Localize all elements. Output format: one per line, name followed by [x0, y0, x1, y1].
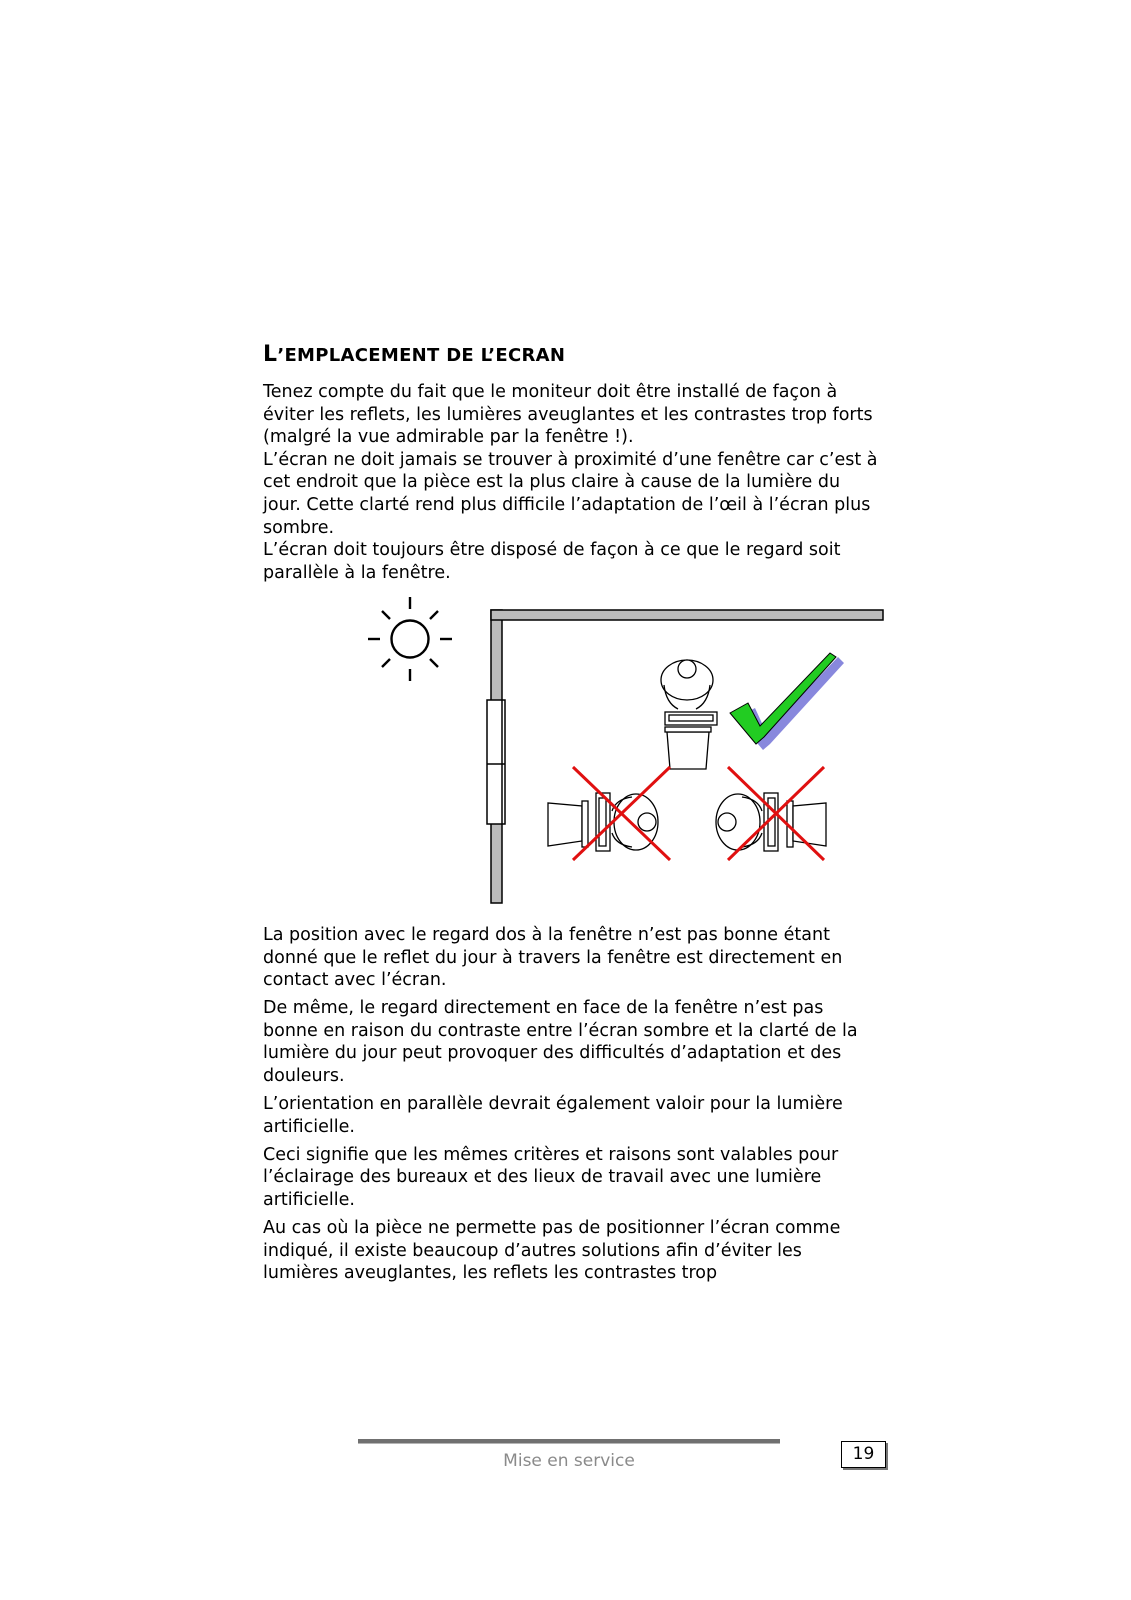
screen-placement-diagram	[360, 585, 900, 915]
sun-icon	[368, 597, 452, 681]
footer-section-title: Mise en service	[503, 1451, 635, 1471]
footer-rule	[358, 1439, 780, 1444]
person-at-desk-back-to-window	[548, 793, 658, 851]
paragraph: L’orientation en parallèle devrait également valoir pour la lumière artificielle.	[263, 1094, 843, 1137]
intro-text	[263, 381, 878, 584]
person-at-desk-correct	[661, 660, 717, 769]
paragraph: De même, le regard directement en face de la fenêtre n’est pas bonne en raison du contraste entre l’écran sombre et la clarté de la lumière du jour peut provoquer des difficultés d’adaptation et des douleurs.	[263, 998, 858, 1087]
paragraph: L’écran ne doit jamais se trouver à proximité d’une fenêtre car c’est à cet endroit que la pièce est la plus claire à cause de la lumière du jour. Cette clarté rend plus difficile l’adaptation de l’œil à l’écran plus sombre.	[263, 449, 878, 538]
paragraph: La position avec le regard dos à la fenêtre n’est pas bonne étant donné que le reflet du jour à travers la fenêtre est directement en contact avec l’écran.	[263, 925, 843, 991]
heading-rest: ’EMPLACEMENT DE L’ECRAN	[277, 345, 566, 366]
checkmark-icon	[730, 653, 844, 750]
heading-initial: L	[263, 342, 278, 367]
section-heading	[263, 344, 565, 367]
paragraph: Au cas où la pièce ne permette pas de positionner l’écran comme indiqué, il existe beaucoup d’autres solutions afin d’éviter les lumières aveuglantes, les reflets les contrastes trop	[263, 1218, 841, 1284]
paragraph: Tenez compte du fait que le moniteur doit être installé de façon à éviter les reflets, les lumières aveuglantes et les contrastes trop forts (malgré la vue admirable par la fenêtre !).	[263, 382, 873, 448]
paragraph: L’écran doit toujours être disposé de façon à ce que le regard soit parallèle à la fenêtre.	[263, 540, 841, 583]
person-at-desk-facing-window	[716, 793, 826, 851]
paragraph: Ceci signifie que les mêmes critères et raisons sont valables pour l’éclairage des bureaux et des lieux de travail avec une lumière artificielle.	[263, 1144, 839, 1211]
page-number: 19	[841, 1441, 886, 1468]
body-text	[263, 924, 878, 1290]
